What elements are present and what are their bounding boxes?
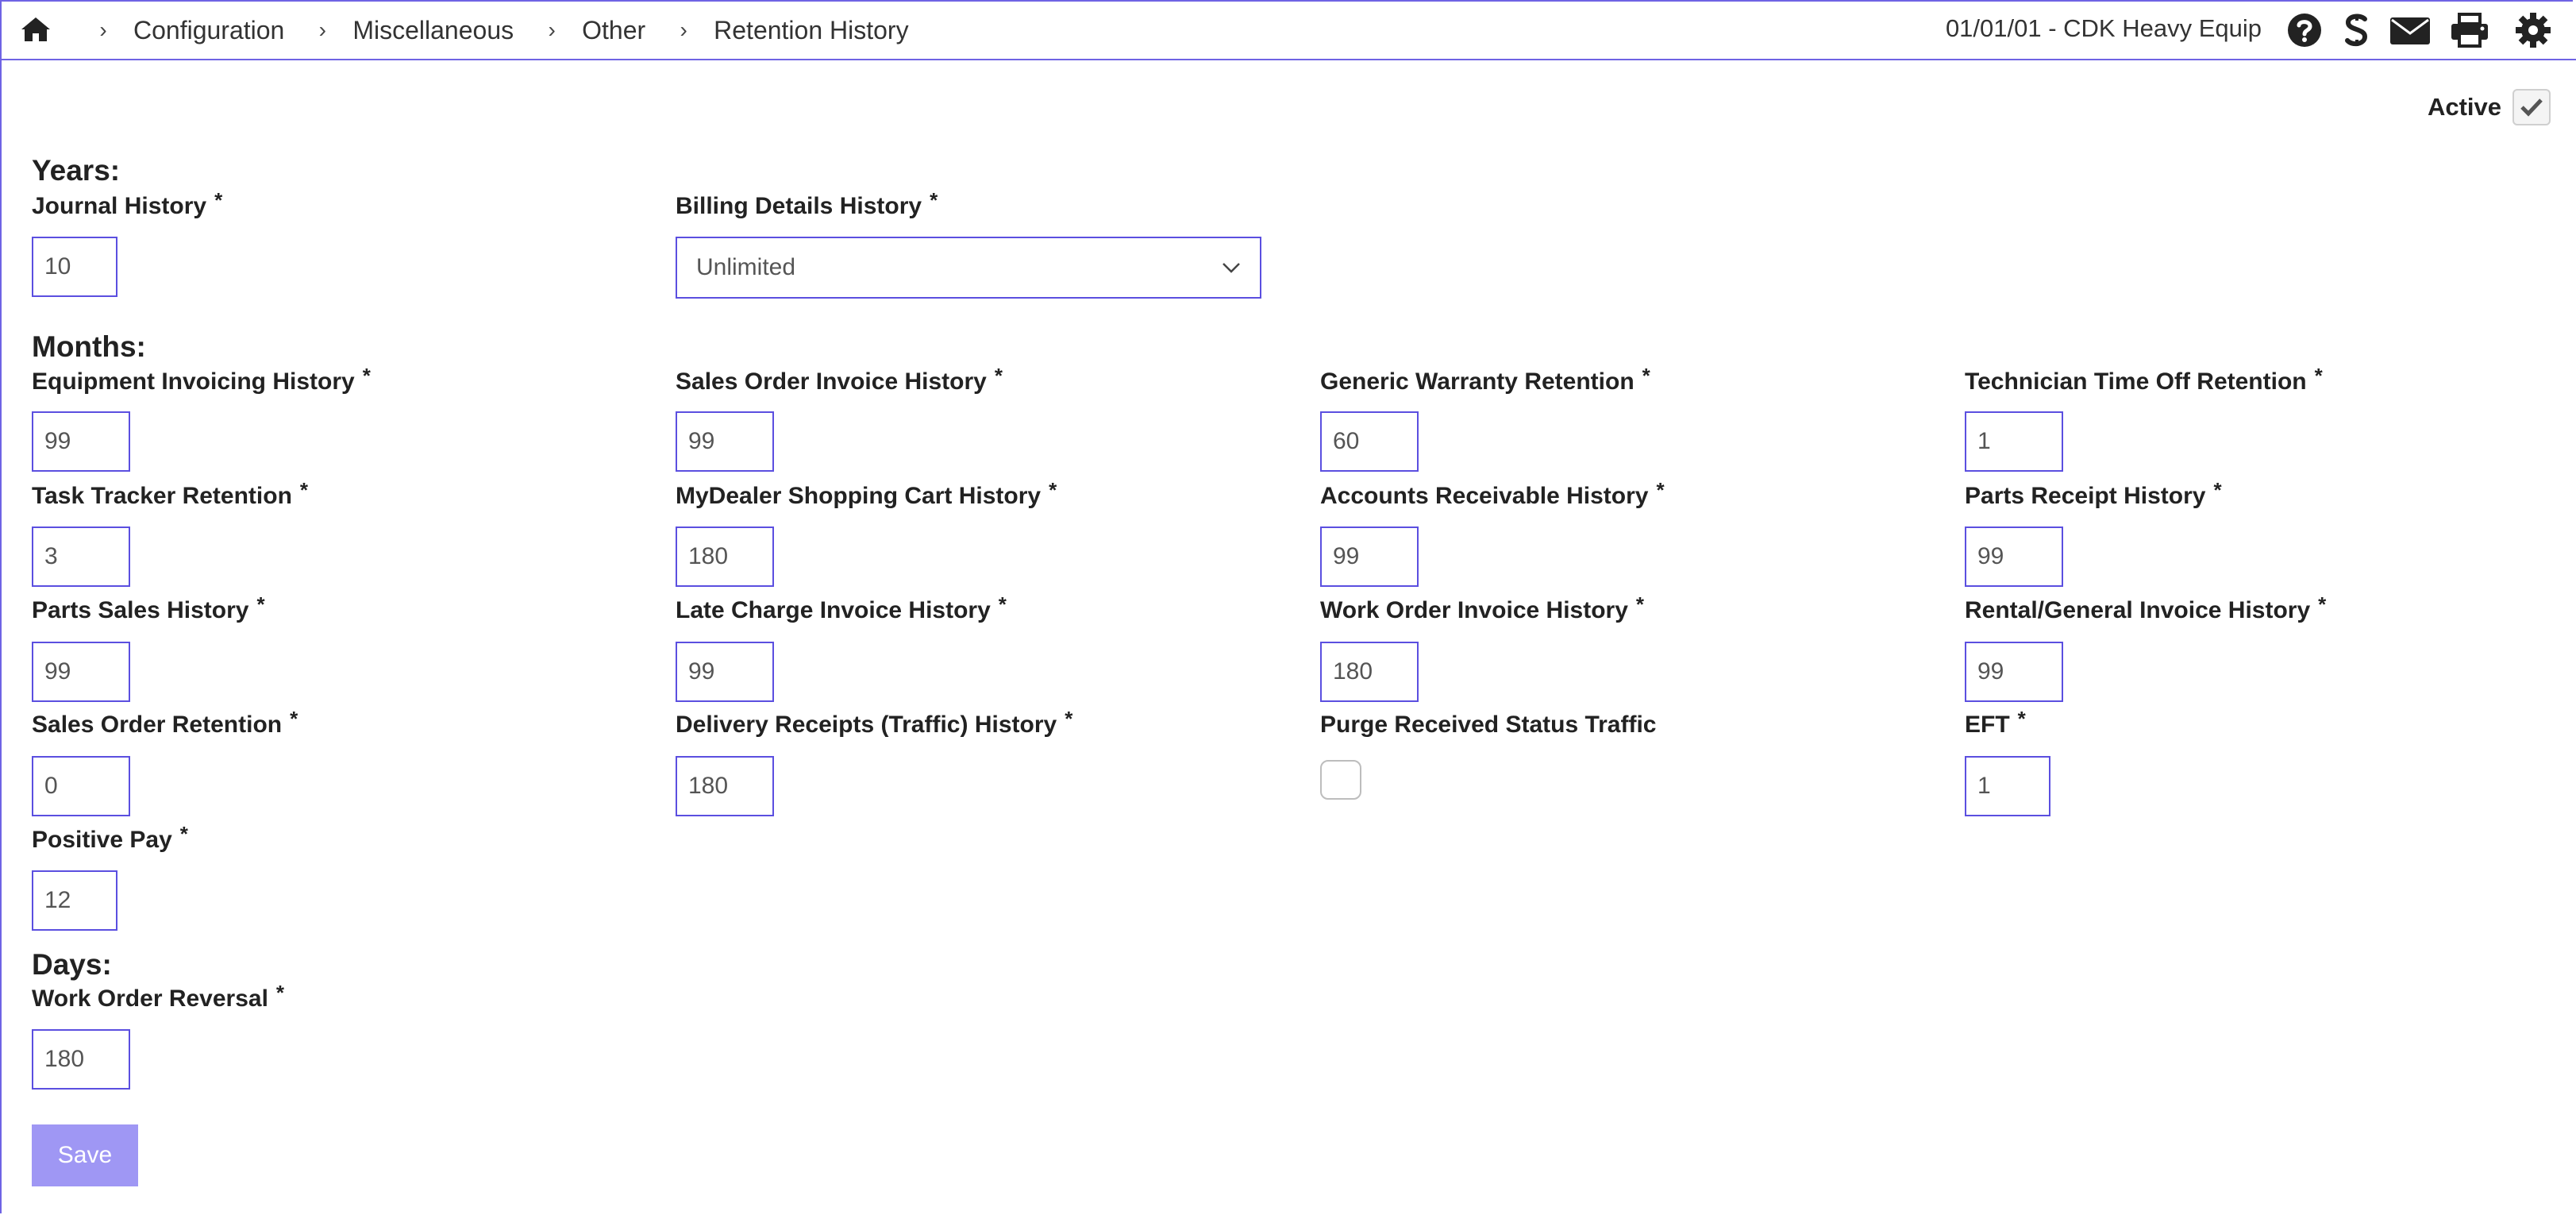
- billing-details-history-label: Billing Details History *: [676, 188, 938, 219]
- home-icon[interactable]: [19, 14, 52, 44]
- late-charge-invoice-history-label: Late Charge Invoice History *: [676, 592, 1007, 623]
- sales-order-retention-input[interactable]: [32, 756, 130, 816]
- task-tracker-retention-label: Task Tracker Retention *: [32, 478, 309, 509]
- question-circle-icon[interactable]: [2285, 11, 2324, 49]
- company-label[interactable]: 01/01/01 - CDK Heavy Equip: [1945, 14, 2262, 42]
- breadcrumb-item-other[interactable]: › Other: [536, 16, 668, 45]
- sales-order-retention-label: Sales Order Retention *: [32, 707, 298, 738]
- task-tracker-retention-input[interactable]: [32, 526, 130, 587]
- parts-sales-history-input[interactable]: [32, 642, 130, 702]
- top-bar: [0, 0, 2576, 60]
- chevron-right-icon: ›: [548, 17, 556, 42]
- active-label: Active: [2427, 93, 2501, 121]
- section-title-days: Days:: [32, 948, 112, 981]
- accounts-receivable-history-label: Accounts Receivable History *: [1320, 478, 1665, 509]
- technician-time-off-retention-input[interactable]: [1965, 411, 2063, 472]
- delivery-receipts-history-label: Delivery Receipts (Traffic) History *: [676, 707, 1073, 738]
- equipment-invoicing-history-input[interactable]: [32, 411, 130, 472]
- chevron-right-icon: ›: [99, 17, 107, 42]
- journal-history-label: Journal History *: [32, 188, 223, 219]
- work-order-reversal-input[interactable]: [32, 1029, 130, 1090]
- gear-icon[interactable]: [2514, 11, 2552, 49]
- breadcrumb: [87, 13, 931, 48]
- sales-order-invoice-history-input[interactable]: [676, 411, 774, 472]
- generic-warranty-retention-input[interactable]: [1320, 411, 1419, 472]
- mydealer-shopping-cart-history-label: MyDealer Shopping Cart History *: [676, 478, 1057, 509]
- check-icon: [2520, 97, 2543, 118]
- breadcrumb-item-retention-history: › Retention History: [668, 16, 930, 45]
- chevron-down-icon: [1222, 262, 1241, 273]
- positive-pay-label: Positive Pay *: [32, 822, 188, 853]
- eft-input[interactable]: [1965, 756, 2050, 816]
- parts-sales-history-label: Parts Sales History *: [32, 592, 265, 623]
- print-icon[interactable]: [2449, 11, 2490, 49]
- section-title-months: Months:: [32, 330, 146, 363]
- eft-label: EFT *: [1965, 707, 2026, 738]
- chevron-right-icon: ›: [318, 17, 326, 42]
- work-order-reversal-label: Work Order Reversal *: [32, 981, 285, 1012]
- positive-pay-input[interactable]: [32, 870, 117, 931]
- parts-receipt-history-label: Parts Receipt History *: [1965, 478, 2222, 509]
- breadcrumb-item-configuration[interactable]: › Configuration: [87, 16, 306, 45]
- rental-general-invoice-history-label: Rental/General Invoice History *: [1965, 592, 2327, 623]
- generic-warranty-retention-label: Generic Warranty Retention *: [1320, 364, 1650, 395]
- work-order-invoice-history-input[interactable]: [1320, 642, 1419, 702]
- mydealer-shopping-cart-history-input[interactable]: [676, 526, 774, 587]
- technician-time-off-retention-label: Technician Time Off Retention *: [1965, 364, 2323, 395]
- active-toggle: [2428, 89, 2551, 125]
- purge-received-status-traffic-label: Purge Received Status Traffic: [1320, 712, 1657, 738]
- delivery-receipts-history-input[interactable]: [676, 756, 774, 816]
- chevron-right-icon: ›: [680, 17, 687, 42]
- equipment-invoicing-history-label: Equipment Invoicing History *: [32, 364, 371, 395]
- breadcrumb-item-miscellaneous[interactable]: › Miscellaneous: [306, 16, 536, 45]
- rental-general-invoice-history-input[interactable]: [1965, 642, 2063, 702]
- active-checkbox[interactable]: [2512, 89, 2551, 125]
- envelope-icon[interactable]: [2389, 11, 2432, 49]
- journal-history-input[interactable]: [32, 237, 117, 297]
- late-charge-invoice-history-input[interactable]: [676, 642, 774, 702]
- work-order-invoice-history-label: Work Order Invoice History *: [1320, 592, 1645, 623]
- parts-receipt-history-input[interactable]: [1965, 526, 2063, 587]
- accounts-receivable-history-input[interactable]: [1320, 526, 1419, 587]
- billing-details-history-select[interactable]: Unlimited: [676, 237, 1261, 299]
- s-logo-icon[interactable]: [2338, 11, 2376, 49]
- save-button[interactable]: Save: [32, 1124, 138, 1186]
- sales-order-invoice-history-label: Sales Order Invoice History *: [676, 364, 1003, 395]
- section-title-years: Years:: [32, 154, 121, 187]
- purge-received-status-traffic-checkbox[interactable]: [1320, 760, 1361, 800]
